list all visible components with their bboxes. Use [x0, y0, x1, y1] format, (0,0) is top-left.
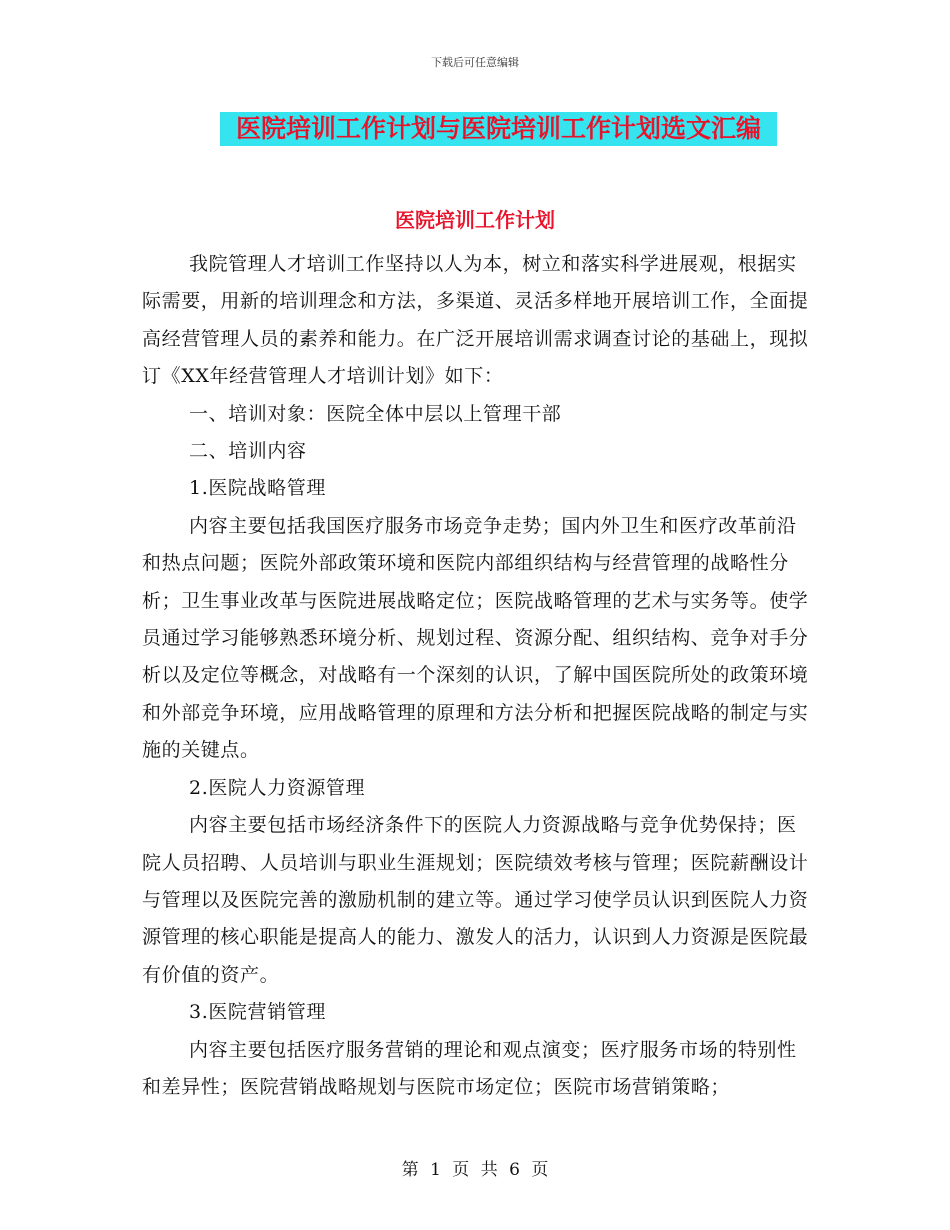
header-note: 下载后可任意编辑: [431, 56, 519, 69]
marketing-paragraph: 内容主要包括医疗服务营销的理论和观点演变；医疗服务市场的特别性和差异性；医院营销战略规划与医院市场定位；医院市场营销策略；: [142, 1038, 797, 1098]
document-body: [142, 246, 810, 1106]
hr-paragraph: 内容主要包括市场经济条件下的医院人力资源战略与竞争优势保持；医院人员招聘、人员培训与职业生涯规划；医院绩效考核与管理；医院薪酬设计与管理以及医院完善的激励机制的建立等。通过学习使学员认识到医院人力资源管理的核心职能是提高人的能力、激发人的活力，认识到人力资源是医院最有价值的资产。: [142, 814, 809, 986]
hr-heading: 2.医院人力资源管理: [189, 776, 366, 799]
training-target-paragraph: 一、培训对象：医院全体中层以上管理干部: [189, 402, 562, 425]
training-content-heading: 二、培训内容: [189, 440, 307, 463]
strategy-paragraph: 内容主要包括我国医疗服务市场竞争走势；国内外卫生和医疗改革前沿和热点问题；医院外部政策环境和医院内部组织结构与经营管理的战略性分析；卫生事业改革与医院进展战略定位；医院战略管理的艺术与实务等。使学员通过学习能够熟悉环境分析、规划过程、资源分配、组织结构、竞争对手分析以及定位等概念，对战略有一个深刻的认识，了解中国医院所处的政策环境和外部竞争环境，应用战略管理的原理和方法分析和把握医院战略的制定与实施的关键点。: [142, 514, 809, 762]
intro-paragraph: 我院管理人才培训工作坚持以人为本，树立和落实科学进展观，根据实际需要，用新的培训理念和方法，多渠道、灵活多样地开展培训工作，全面提高经营管理人员的素养和能力。在广泛开展培训需求调查讨论的基础上，现拟订《XX年经营管理人才培训计划》如下：: [142, 253, 809, 388]
section-title: 医院培训工作计划: [395, 208, 555, 232]
marketing-heading: 3.医院营销管理: [189, 1001, 326, 1024]
document-main-title: 医院培训工作计划与医院培训工作计划选文汇编: [220, 112, 777, 146]
page-footer: 第 1 页 共 6 页: [401, 1160, 549, 1180]
strategy-heading: 1.医院战略管理: [189, 477, 326, 500]
